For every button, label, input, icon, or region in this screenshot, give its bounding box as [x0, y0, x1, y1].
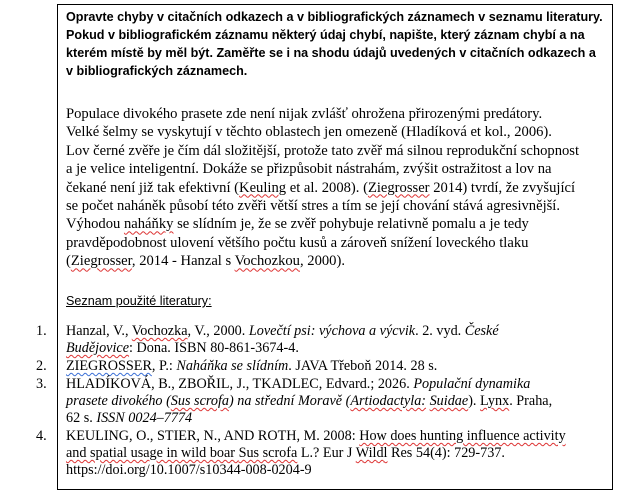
- references-heading: Seznam použité literatury:: [66, 294, 212, 308]
- paragraph-line: pravděpodobnost ulovení většího počtu kusů a zároveň snížení loveckého tlaku: [66, 234, 529, 251]
- body-paragraph: [66, 105, 611, 271]
- instruction-line: kterém místě by měl být. Zaměřte se i na shodu údajů uvedených v citačních odkazech a: [66, 46, 596, 60]
- reference-number: 1.: [36, 323, 47, 339]
- paragraph-line: čekané není již tak efektivní (Keuling et al. 2008). (Ziegrosser 2014) tvrdí, že zvyšující: [66, 179, 576, 196]
- instruction-line: Pokud v bibliografickém záznamu některý údaj chybí, napište, který záznam chybí a na: [66, 28, 585, 42]
- reference-item: 1. Hanzal, V., Vochozka, V., 2000. Lovečtí psi: výchova a výcvik. 2. vyd. České Budějovice: Dona. ISBN 80-861-3674-4.: [30, 323, 610, 357]
- instruction-line: Opravte chyby v citačních odkazech a v bibliografických záznamech v seznamu literatury.: [66, 10, 603, 24]
- reference-number: 2.: [36, 358, 47, 374]
- instruction-text: [66, 8, 611, 80]
- reference-item: 4. KEULING, O., STIER, N., AND ROTH, M. 2008: How does hunting influence activity and spatial usage in wild boar Sus scrofa L.? Eur J Wildl Res 54(4): 729-737. https://doi.org/10.1007/s10344-008-0204-9: [30, 428, 610, 479]
- paragraph-line: Lov černé zvěře je čím dál složitější, protože tato zvěř má silnou reprodukční schopnost: [66, 142, 580, 159]
- instruction-line: v bibliografických záznamech.: [66, 64, 248, 78]
- reference-number: 3.: [36, 376, 47, 392]
- reference-number: 4.: [36, 428, 47, 444]
- references-list: [30, 323, 610, 480]
- paragraph-line: Populace divokého prasete zde není nijak zvlášť ohrožena přirozenými predátory.: [66, 106, 543, 122]
- paragraph-line: (Ziegrosser, 2014 - Hanzal s Vochozkou, 2000).: [66, 253, 345, 270]
- paragraph-line: Velké šelmy se vyskytují v těchto oblastech jen omezeně (Hladíková et kol., 2006).: [66, 124, 552, 141]
- reference-item: 3. HLADÍKOVÁ, B., ZBOŘIL, J., TKADLEC, Edvard.; 2026. Populační dynamika prasete divokého (Sus scrofa) na střední Moravě (Artiodactyla: Suidae). Lynx. Praha, 62 s. ISSN 0024–7774: [30, 376, 610, 427]
- reference-item: 2. ZIEGROSSER, P.: Naháňka se slídním. JAVA Třeboň 2014. 28 s.: [30, 358, 610, 375]
- paragraph-line: se počet naháněk působí této zvěři větší stres a tím se její chování stává agresivnější.: [66, 198, 561, 215]
- paragraph-line: a je velice inteligentní. Dokáže se přizpůsobit nástrahám, zvýšit ostražitost a lov na: [66, 161, 552, 178]
- paragraph-line: Výhodou naháňky se slídním je, že se zvěř pohybuje relativně pomalu a je tedy: [66, 216, 529, 233]
- doi-link[interactable]: https://doi.org/10.1007/s10344-008-0204-9: [66, 462, 312, 478]
